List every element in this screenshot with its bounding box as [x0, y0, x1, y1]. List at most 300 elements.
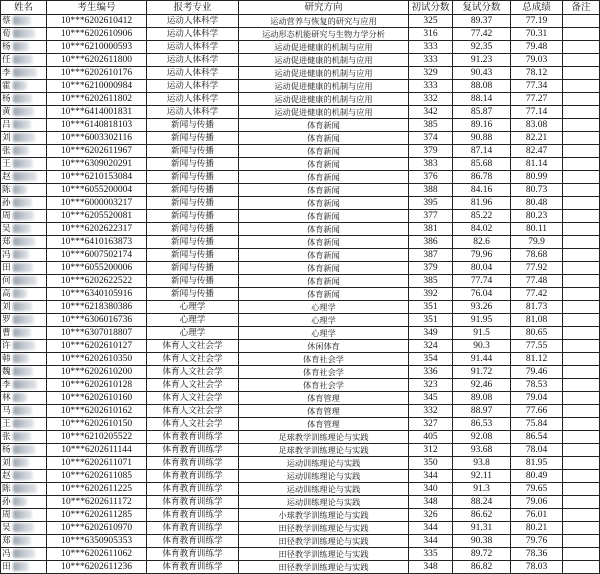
cell-research-direction: 体育新闻	[239, 210, 409, 223]
cell-retest-score: 76.04	[453, 288, 511, 301]
cell-candidate-id: 10***6205520081	[47, 210, 147, 223]
cell-total-score: 78.68	[511, 249, 563, 262]
table-row	[1, 93, 600, 106]
candidate-name: 王	[2, 159, 11, 169]
cell-major: 运动人体科学	[147, 54, 239, 67]
cell-name	[1, 197, 47, 210]
candidate-name: 冯	[2, 250, 11, 260]
cell-note	[563, 548, 600, 561]
cell-research-direction: 心理学	[239, 327, 409, 340]
table-row	[1, 132, 600, 145]
cell-retest-score: 86.62	[453, 509, 511, 522]
cell-retest-score: 89.37	[453, 15, 511, 28]
candidate-name: 马	[2, 406, 11, 416]
cell-candidate-id: 10***6414001831	[47, 106, 147, 119]
cell-name	[1, 431, 47, 444]
candidate-name: 高	[2, 289, 11, 299]
cell-candidate-id: 10***6307018807	[47, 327, 147, 340]
cell-retest-score: 85.68	[453, 158, 511, 171]
table-row	[1, 548, 600, 561]
name-redaction-blur	[13, 68, 37, 77]
cell-initial-score: 332	[409, 405, 453, 418]
cell-note	[563, 353, 600, 366]
cell-note	[563, 340, 600, 353]
cell-initial-score: 379	[409, 145, 453, 158]
cell-retest-score: 90.3	[453, 340, 511, 353]
cell-candidate-id: 10***6210000984	[47, 80, 147, 93]
cell-major: 运动人体科学	[147, 41, 239, 54]
cell-initial-score: 350	[409, 457, 453, 470]
cell-major: 体育人文社会学	[147, 418, 239, 431]
cell-research-direction: 小球教学训练理论与实践	[239, 509, 409, 522]
cell-research-direction: 体育社会学	[239, 366, 409, 379]
name-redaction-blur	[13, 289, 27, 298]
table-row	[1, 197, 600, 210]
table-row	[1, 418, 600, 431]
table-row	[1, 54, 600, 67]
name-redaction-blur	[13, 224, 31, 233]
cell-major: 心理学	[147, 301, 239, 314]
cell-initial-score: 335	[409, 548, 453, 561]
name-redaction-blur	[13, 42, 29, 51]
cell-candidate-id: 10***6202611144	[47, 444, 147, 457]
candidate-name: 杨	[2, 42, 11, 52]
cell-retest-score: 85.22	[453, 210, 511, 223]
cell-note	[563, 54, 600, 67]
cell-research-direction: 田径教学训练理论与实践	[239, 561, 409, 574]
cell-note	[563, 184, 600, 197]
cell-retest-score: 92.46	[453, 379, 511, 392]
name-redaction-blur	[13, 94, 32, 103]
cell-note	[563, 483, 600, 496]
name-redaction-blur	[13, 510, 32, 519]
header-name: 姓名	[1, 1, 47, 15]
candidate-name: 田	[2, 562, 11, 572]
table-row	[1, 444, 600, 457]
cell-major: 心理学	[147, 327, 239, 340]
cell-name	[1, 275, 47, 288]
cell-name	[1, 509, 47, 522]
cell-major: 体育人文社会学	[147, 353, 239, 366]
name-redaction-blur	[13, 159, 33, 168]
cell-major: 运动人体科学	[147, 93, 239, 106]
cell-note	[563, 145, 600, 158]
cell-initial-score: 344	[409, 535, 453, 548]
cell-name	[1, 470, 47, 483]
name-redaction-blur	[13, 536, 31, 545]
cell-initial-score: 374	[409, 132, 453, 145]
name-redaction-blur	[13, 354, 29, 363]
cell-note	[563, 288, 600, 301]
cell-candidate-id: 10***6202611967	[47, 145, 147, 158]
cell-major: 心理学	[147, 314, 239, 327]
name-redaction-blur	[13, 185, 27, 194]
cell-candidate-id: 10***6210000593	[47, 41, 147, 54]
cell-major: 体育人文社会学	[147, 392, 239, 405]
cell-initial-score: 349	[409, 327, 453, 340]
cell-name	[1, 80, 47, 93]
cell-research-direction: 运动形态机能研究与生物力学分析	[239, 28, 409, 41]
cell-retest-score: 91.72	[453, 366, 511, 379]
cell-research-direction: 足球教学训练理论与实践	[239, 444, 409, 457]
cell-retest-score: 88.08	[453, 80, 511, 93]
name-redaction-blur	[13, 263, 33, 272]
cell-candidate-id: 10***6202611071	[47, 457, 147, 470]
cell-retest-score: 77.74	[453, 275, 511, 288]
cell-initial-score: 312	[409, 444, 453, 457]
cell-name	[1, 54, 47, 67]
table-row	[1, 80, 600, 93]
cell-note	[563, 314, 600, 327]
cell-candidate-id: 10***6202610127	[47, 340, 147, 353]
name-redaction-blur	[13, 432, 31, 441]
cell-retest-score: 86.53	[453, 418, 511, 431]
cell-note	[563, 470, 600, 483]
cell-initial-score: 333	[409, 41, 453, 54]
table-body	[1, 15, 600, 574]
cell-major: 体育教育训练学	[147, 561, 239, 574]
cell-name	[1, 171, 47, 184]
cell-retest-score: 84.16	[453, 184, 511, 197]
table-row	[1, 288, 600, 301]
cell-research-direction: 体育管理	[239, 392, 409, 405]
name-redaction-blur	[13, 146, 29, 155]
cell-name	[1, 366, 47, 379]
table-row	[1, 340, 600, 353]
cell-research-direction: 体育管理	[239, 405, 409, 418]
cell-major: 体育人文社会学	[147, 379, 239, 392]
table-row	[1, 496, 600, 509]
cell-note	[563, 171, 600, 184]
cell-name	[1, 444, 47, 457]
cell-initial-score: 395	[409, 197, 453, 210]
cell-total-score: 81.73	[511, 301, 563, 314]
cell-total-score: 82.21	[511, 132, 563, 145]
table-row	[1, 67, 600, 80]
cell-note	[563, 535, 600, 548]
cell-initial-score: 329	[409, 67, 453, 80]
cell-candidate-id: 10***6140818103	[47, 119, 147, 132]
table-row	[1, 15, 600, 28]
cell-note	[563, 41, 600, 54]
cell-initial-score: 325	[409, 15, 453, 28]
table-row	[1, 392, 600, 405]
name-redaction-blur	[13, 29, 35, 38]
name-redaction-blur	[13, 16, 31, 25]
candidate-name: 吴	[2, 523, 11, 533]
table-row	[1, 509, 600, 522]
cell-candidate-id: 10***6202611062	[47, 548, 147, 561]
cell-note	[563, 275, 600, 288]
cell-note	[563, 106, 600, 119]
cell-total-score: 77.92	[511, 262, 563, 275]
candidate-name: 孙	[2, 497, 11, 507]
name-redaction-blur	[13, 302, 32, 311]
cell-total-score: 81.95	[511, 457, 563, 470]
cell-retest-score: 88.14	[453, 93, 511, 106]
cell-retest-score: 93.8	[453, 457, 511, 470]
cell-initial-score: 405	[409, 431, 453, 444]
cell-major: 体育人文社会学	[147, 366, 239, 379]
cell-name	[1, 535, 47, 548]
candidate-name: 田	[2, 263, 11, 273]
cell-candidate-id: 10***6202610350	[47, 353, 147, 366]
cell-retest-score: 91.3	[453, 483, 511, 496]
cell-major: 体育教育训练学	[147, 483, 239, 496]
cell-note	[563, 15, 600, 28]
cell-total-score: 79.76	[511, 535, 563, 548]
cell-initial-score: 376	[409, 171, 453, 184]
cell-total-score: 79.65	[511, 483, 563, 496]
cell-name	[1, 522, 47, 535]
table-row	[1, 41, 600, 54]
name-redaction-blur	[13, 445, 35, 454]
table-row	[1, 301, 600, 314]
name-redaction-blur	[13, 250, 29, 259]
cell-research-direction: 心理学	[239, 301, 409, 314]
cell-initial-score: 385	[409, 119, 453, 132]
cell-note	[563, 366, 600, 379]
cell-note	[563, 418, 600, 431]
cell-name	[1, 379, 47, 392]
cell-retest-score: 93.68	[453, 444, 511, 457]
table-row	[1, 249, 600, 262]
name-redaction-blur	[13, 211, 34, 220]
cell-research-direction: 体育新闻	[239, 158, 409, 171]
candidate-name: 罗	[2, 315, 11, 325]
cell-note	[563, 457, 600, 470]
table-row	[1, 561, 600, 574]
table-row	[1, 483, 600, 496]
cell-research-direction: 运动训练理论与实践	[239, 470, 409, 483]
name-redaction-blur	[13, 406, 32, 415]
cell-retest-score: 81.96	[453, 197, 511, 210]
cell-initial-score: 386	[409, 236, 453, 249]
cell-note	[563, 392, 600, 405]
cell-retest-score: 89.16	[453, 119, 511, 132]
header-retest-score: 复试分数	[453, 1, 511, 15]
cell-total-score: 70.31	[511, 28, 563, 41]
cell-major: 运动人体科学	[147, 28, 239, 41]
cell-research-direction: 运动促进健康的机制与应用	[239, 93, 409, 106]
name-redaction-blur	[13, 367, 33, 376]
cell-total-score: 76.01	[511, 509, 563, 522]
cell-major: 新闻与传播	[147, 223, 239, 236]
cell-name	[1, 418, 47, 431]
cell-candidate-id: 10***6202611285	[47, 509, 147, 522]
cell-research-direction: 体育新闻	[239, 132, 409, 145]
cell-major: 新闻与传播	[147, 210, 239, 223]
candidate-name: 李	[2, 68, 11, 78]
cell-research-direction: 田径教学训练理论与实践	[239, 535, 409, 548]
cell-name	[1, 392, 47, 405]
candidate-name: 郑	[2, 237, 11, 247]
name-redaction-blur	[13, 81, 27, 90]
cell-candidate-id: 10***6340105916	[47, 288, 147, 301]
cell-total-score: 80.21	[511, 522, 563, 535]
candidate-name: 冯	[2, 549, 11, 559]
cell-candidate-id: 10***6202611802	[47, 93, 147, 106]
candidate-name: 李	[2, 380, 11, 390]
cell-total-score: 81.12	[511, 353, 563, 366]
cell-initial-score: 336	[409, 366, 453, 379]
cell-retest-score: 88.97	[453, 405, 511, 418]
table-row	[1, 223, 600, 236]
cell-research-direction: 心理学	[239, 314, 409, 327]
cell-candidate-id: 10***6202610128	[47, 379, 147, 392]
cell-research-direction: 体育新闻	[239, 223, 409, 236]
name-redaction-blur	[13, 315, 34, 324]
cell-total-score: 80.11	[511, 223, 563, 236]
candidate-name: 霍	[2, 81, 11, 91]
name-redaction-blur	[13, 419, 34, 428]
candidate-name: 蔡	[2, 16, 11, 26]
cell-name	[1, 28, 47, 41]
candidate-name: 张	[2, 146, 11, 156]
cell-initial-score: 387	[409, 249, 453, 262]
cell-name	[1, 184, 47, 197]
cell-initial-score: 344	[409, 522, 453, 535]
cell-initial-score: 354	[409, 353, 453, 366]
cell-name	[1, 15, 47, 28]
cell-retest-score: 92.35	[453, 41, 511, 54]
candidate-name: 王	[2, 419, 11, 429]
cell-note	[563, 522, 600, 535]
cell-name	[1, 132, 47, 145]
cell-total-score: 77.14	[511, 106, 563, 119]
cell-total-score: 78.04	[511, 444, 563, 457]
table-row	[1, 327, 600, 340]
cell-research-direction: 运动促进健康的机制与应用	[239, 80, 409, 93]
cell-initial-score: 351	[409, 314, 453, 327]
cell-research-direction: 体育新闻	[239, 275, 409, 288]
table-row	[1, 210, 600, 223]
table-row	[1, 457, 600, 470]
cell-initial-score: 351	[409, 301, 453, 314]
cell-initial-score: 348	[409, 561, 453, 574]
cell-candidate-id: 10***6202610200	[47, 366, 147, 379]
cell-name	[1, 288, 47, 301]
cell-major: 新闻与传播	[147, 132, 239, 145]
cell-note	[563, 262, 600, 275]
cell-retest-score: 80.04	[453, 262, 511, 275]
cell-note	[563, 327, 600, 340]
cell-research-direction: 体育新闻	[239, 119, 409, 132]
cell-total-score: 77.42	[511, 288, 563, 301]
cell-research-direction: 体育新闻	[239, 197, 409, 210]
candidate-name: 任	[2, 55, 11, 65]
cell-major: 体育教育训练学	[147, 444, 239, 457]
cell-name	[1, 262, 47, 275]
cell-research-direction: 体育新闻	[239, 145, 409, 158]
table-row	[1, 119, 600, 132]
cell-retest-score: 79.96	[453, 249, 511, 262]
cell-candidate-id: 10***6202622522	[47, 275, 147, 288]
cell-total-score: 77.19	[511, 15, 563, 28]
cell-research-direction: 运动训练理论与实践	[239, 483, 409, 496]
name-redaction-blur	[13, 172, 37, 181]
cell-name	[1, 327, 47, 340]
cell-candidate-id: 10***6202611085	[47, 470, 147, 483]
cell-candidate-id: 10***6210205522	[47, 431, 147, 444]
cell-candidate-id: 10***6202610176	[47, 67, 147, 80]
cell-major: 体育教育训练学	[147, 509, 239, 522]
name-redaction-blur	[13, 55, 33, 64]
cell-major: 运动人体科学	[147, 15, 239, 28]
cell-candidate-id: 10***6202611236	[47, 561, 147, 574]
cell-initial-score: 326	[409, 509, 453, 522]
cell-name	[1, 483, 47, 496]
candidate-name: 刘	[2, 458, 11, 468]
cell-research-direction: 体育社会学	[239, 379, 409, 392]
header-total-score: 总成绩	[511, 1, 563, 15]
cell-initial-score: 333	[409, 80, 453, 93]
cell-candidate-id: 10***6007502174	[47, 249, 147, 262]
cell-name	[1, 249, 47, 262]
name-redaction-blur	[13, 484, 37, 493]
cell-candidate-id: 10***6350905353	[47, 535, 147, 548]
cell-note	[563, 80, 600, 93]
cell-total-score: 80.49	[511, 470, 563, 483]
cell-total-score: 78.36	[511, 548, 563, 561]
cell-research-direction: 运动促进健康的机制与应用	[239, 67, 409, 80]
cell-research-direction: 体育新闻	[239, 236, 409, 249]
cell-candidate-id: 10***6202610162	[47, 405, 147, 418]
header-major: 报考专业	[147, 1, 239, 15]
cell-major: 新闻与传播	[147, 236, 239, 249]
name-redaction-blur	[13, 328, 31, 337]
cell-candidate-id: 10***6202610412	[47, 15, 147, 28]
cell-research-direction: 运动促进健康的机制与应用	[239, 41, 409, 54]
cell-initial-score: 327	[409, 418, 453, 431]
cell-major: 体育教育训练学	[147, 522, 239, 535]
table-row	[1, 379, 600, 392]
cell-major: 体育教育训练学	[147, 431, 239, 444]
cell-retest-score: 89.72	[453, 548, 511, 561]
cell-major: 新闻与传播	[147, 288, 239, 301]
cell-major: 运动人体科学	[147, 80, 239, 93]
cell-research-direction: 体育新闻	[239, 184, 409, 197]
cell-total-score: 78.53	[511, 379, 563, 392]
cell-major: 新闻与传播	[147, 171, 239, 184]
cell-name	[1, 223, 47, 236]
cell-research-direction: 体育新闻	[239, 262, 409, 275]
candidate-name: 黄	[2, 107, 11, 117]
cell-major: 体育教育训练学	[147, 548, 239, 561]
cell-retest-score: 88.24	[453, 496, 511, 509]
name-redaction-blur	[13, 549, 35, 558]
candidate-name: 曹	[2, 328, 11, 338]
candidate-name: 何	[2, 276, 11, 286]
cell-retest-score: 90.43	[453, 67, 511, 80]
cell-initial-score: 379	[409, 262, 453, 275]
cell-candidate-id: 10***6202610160	[47, 392, 147, 405]
candidate-name: 郑	[2, 536, 11, 546]
candidate-name: 杨	[2, 445, 11, 455]
cell-research-direction: 田径教学训练理论与实践	[239, 548, 409, 561]
cell-total-score: 82.47	[511, 145, 563, 158]
table-row	[1, 262, 600, 275]
name-redaction-blur	[13, 380, 37, 389]
cell-research-direction: 运动营养与恢复的研究与应用	[239, 15, 409, 28]
cell-initial-score: 381	[409, 223, 453, 236]
cell-total-score: 83.08	[511, 119, 563, 132]
cell-name	[1, 314, 47, 327]
cell-candidate-id: 10***6003302116	[47, 132, 147, 145]
name-redaction-blur	[13, 523, 34, 532]
table-row	[1, 431, 600, 444]
cell-initial-score: 340	[409, 483, 453, 496]
